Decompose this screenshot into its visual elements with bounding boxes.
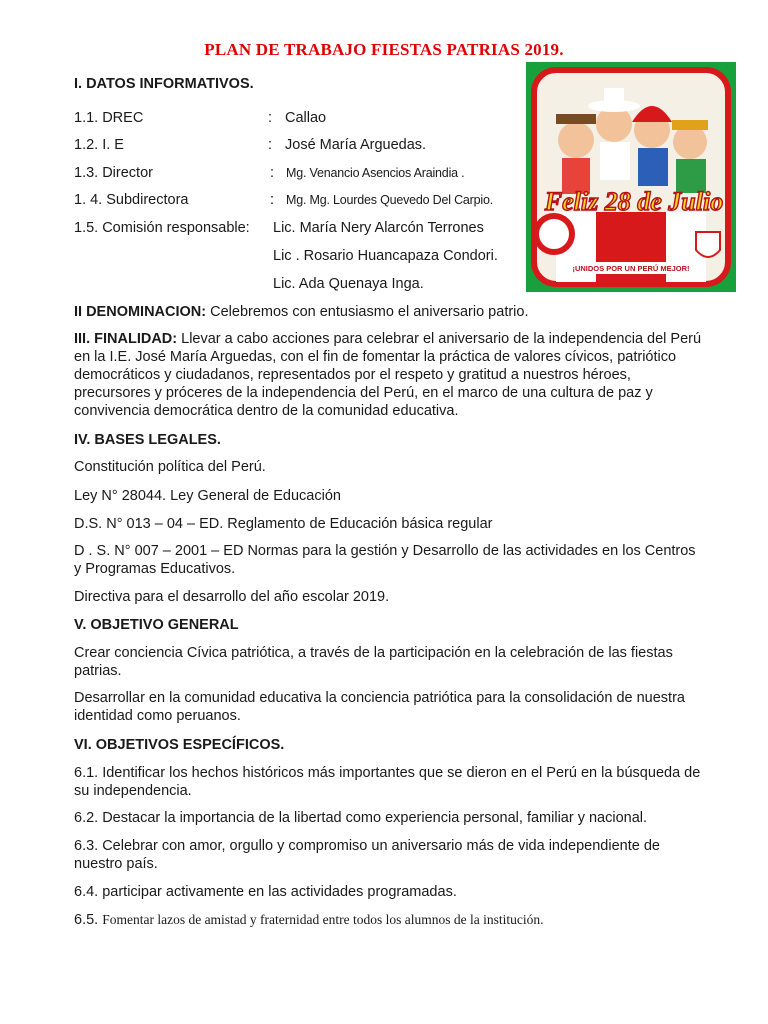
datos-label: 1.3. Director xyxy=(74,165,153,181)
objetivo-especifico-item: 6.4. participar activamente en las actividades programadas. xyxy=(74,884,457,900)
datos-value: Lic. María Nery Alarcón Terrones xyxy=(273,220,484,236)
datos-value: Lic. Ada Quenaya Inga. xyxy=(273,276,424,292)
datos-separator: : xyxy=(268,110,273,126)
finalidad-paragraph xyxy=(74,330,704,420)
finalidad-text: Llevar a cabo acciones para celebrar el aniversario de la independencia del Perú en la I.E. José María Arguedas, con el fin de fomentar la práctica de valores cívicos, patriótico democráticos y ciudadanos, representados por el respeto y gratitud a nuestros héroes, precursores y próceres de la independencia del Perú, en el marco de una cultura de paz y convivencia democrática dentro de la comunidad educativa. xyxy=(74,331,702,419)
objetivo-especifico-number: 6.5. xyxy=(74,912,103,928)
finalidad-label: III. FINALIDAD: xyxy=(74,331,178,347)
poster-illustration xyxy=(526,62,736,292)
section-heading-objetivos-especificos: VI. OBJETIVOS ESPECÍFICOS. xyxy=(74,737,285,753)
section-heading-objetivo-general: V. OBJETIVO GENERAL xyxy=(74,617,239,633)
bases-item: Ley N° 28044. Ley General de Educación xyxy=(74,488,341,504)
datos-label: 1.2. I. E xyxy=(74,137,124,153)
section-heading-datos: I. DATOS INFORMATIVOS. xyxy=(74,76,254,92)
objetivo-especifico-item: 6.3. Celebrar con amor, orgullo y compromiso un aniversario más de vida independiente de nuestro país. xyxy=(74,838,660,872)
datos-label: 1.1. DREC xyxy=(74,110,144,126)
bases-item: D . S. N° 007 – 2001 – ED Normas para la gestión y Desarrollo de las actividades en los Centros y Programas Educativos. xyxy=(74,543,696,577)
objetivo-general-item: Crear conciencia Cívica patriótica, a través de la participación en la celebración de las fiestas patrias. xyxy=(74,645,673,679)
datos-value: Mg. Venancio Asencios Araindia . xyxy=(286,166,465,180)
objetivo-especifico-item xyxy=(74,911,544,929)
poster-banner: ¡UNIDOS POR UN PERÚ MEJOR! xyxy=(572,264,690,273)
datos-separator: : xyxy=(268,137,273,153)
fiestas-patrias-poster xyxy=(526,62,736,292)
datos-value: Lic . Rosario Huancapaza Condori. xyxy=(273,248,498,264)
bases-item: D.S. N° 013 – 04 – ED. Reglamento de Educación básica regular xyxy=(74,516,493,532)
datos-value: José María Arguedas. xyxy=(285,137,427,153)
datos-label: 1.5. Comisión responsable: xyxy=(74,220,250,236)
datos-value: Callao xyxy=(285,110,327,126)
datos-value: Mg. Mg. Lourdes Quevedo Del Carpio. xyxy=(286,193,493,207)
objetivo-especifico-item: 6.1. Identificar los hechos históricos más importantes que se dieron en el Perú en la búsqueda de su independencia. xyxy=(74,765,701,799)
objetivo-general-item: Desarrollar en la comunidad educativa la conciencia patriótica para la consolidación de nuestra identidad como peruanos. xyxy=(74,690,685,724)
document-title: PLAN DE TRABAJO FIESTAS PATRIAS 2019. xyxy=(204,40,564,59)
objetivo-especifico-item: 6.2. Destacar la importancia de la libertad como experiencia personal, familiar y nacional. xyxy=(74,810,648,826)
denominacion-text: Celebremos con entusiasmo el aniversario patrio. xyxy=(206,304,529,320)
objetivo-especifico-text: Fomentar lazos de amistad y fraternidad entre todos los alumnos de la institución. xyxy=(102,912,544,927)
datos-separator: : xyxy=(270,192,275,208)
bases-item: Constitución política del Perú. xyxy=(74,459,266,475)
poster-headline: Feliz 28 de Julio xyxy=(544,187,724,216)
bases-item: Directiva para el desarrollo del año escolar 2019. xyxy=(74,589,390,605)
denominacion-label: II DENOMINACION: xyxy=(74,304,207,320)
datos-label: 1. 4. Subdirectora xyxy=(74,192,189,208)
section-heading-bases: IV. BASES LEGALES. xyxy=(74,432,221,448)
denominacion-line xyxy=(74,303,529,321)
datos-separator: : xyxy=(270,165,275,181)
